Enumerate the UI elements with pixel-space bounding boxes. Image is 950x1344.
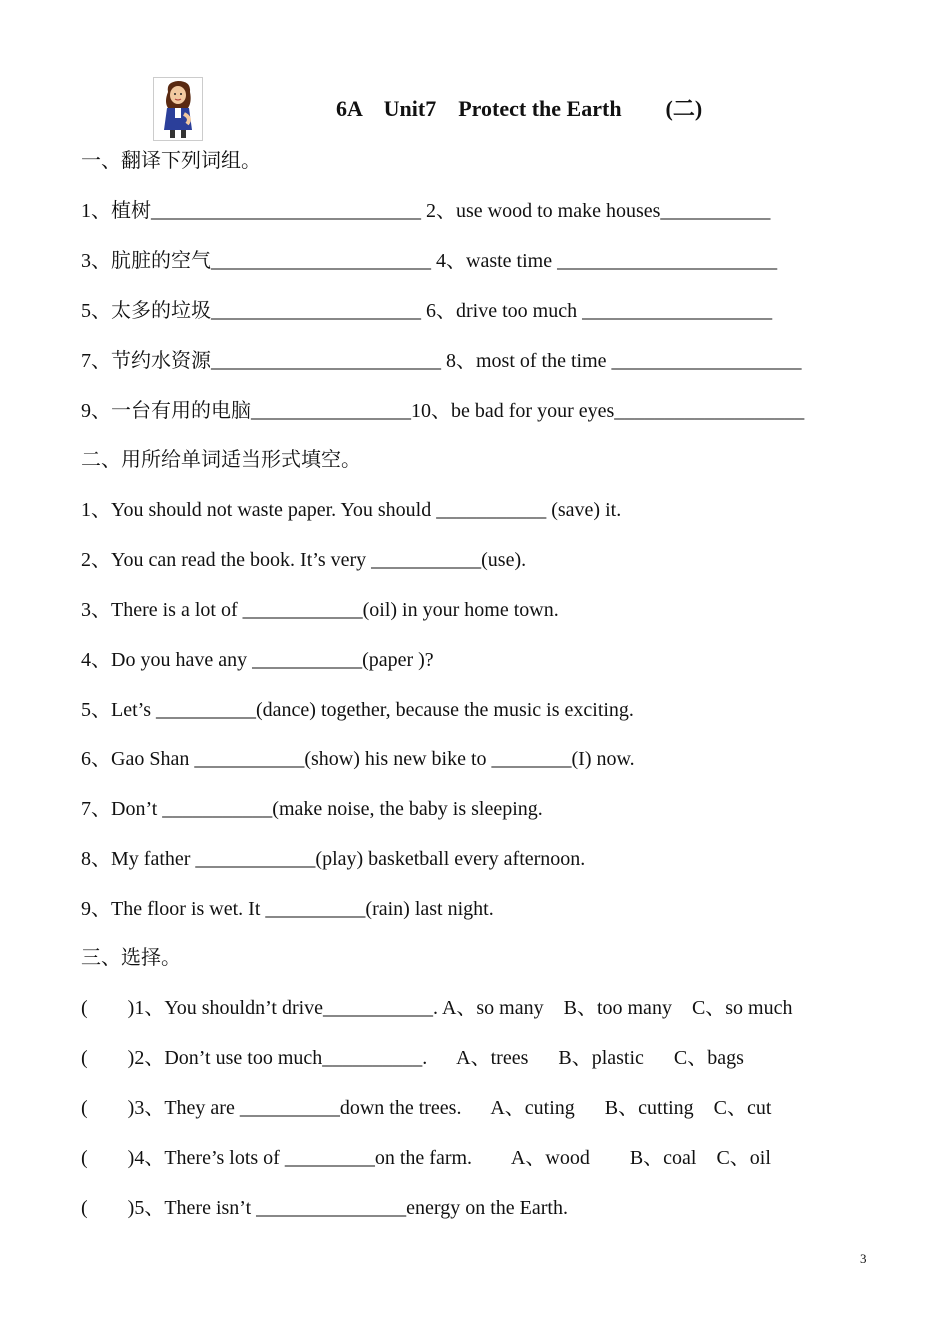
translate-line-2: 3、肮脏的空气______________________ 4、waste time ______________________: [81, 250, 778, 272]
section-heading-choice: 三、选择。: [81, 947, 181, 969]
avatar: [153, 77, 203, 141]
choice-line-5: ( )5、There isn’t _______________energy on the Earth.: [81, 1197, 568, 1219]
section-heading-translate: 一、翻译下列词组。: [81, 150, 261, 172]
page-number: 3: [860, 1251, 867, 1266]
fill-in-line-5: 5、Let’s __________(dance) together, because the music is exciting.: [81, 699, 634, 721]
fill-in-line-1: 1、You should not waste paper. You should ___________ (save) it.: [81, 499, 622, 521]
choice-line-4: ( )4、There’s lots of _________on the farm. A、wood B、coal C、oil: [81, 1147, 771, 1169]
choice-line-3: ( )3、They are __________down the trees. A、cuting B、cutting C、cut: [81, 1097, 772, 1119]
section-heading-fill-in: 二、用所给单词适当形式填空。: [81, 449, 361, 471]
choice-line-1: ( )1、You shouldn’t drive___________. A、so many B、too many C、so much: [81, 997, 793, 1019]
fill-in-line-9: 9、The floor is wet. It __________(rain) last night.: [81, 898, 494, 920]
translate-line-1: 1、植树___________________________ 2、use wood to make houses___________: [81, 200, 771, 222]
fill-in-line-6: 6、Gao Shan ___________(show) his new bike to ________(I) now.: [81, 748, 635, 770]
fill-in-line-4: 4、Do you have any ___________(paper )?: [81, 649, 434, 671]
girl-figure-icon: [154, 78, 202, 140]
translate-line-3: 5、太多的垃圾_____________________ 6、drive too much ___________________: [81, 300, 773, 322]
translate-line-5: 9、一台有用的电脑________________10、be bad for your eyes___________________: [81, 400, 805, 422]
fill-in-line-7: 7、Don’t ___________(make noise, the baby is sleeping.: [81, 798, 543, 820]
fill-in-line-3: 3、There is a lot of ____________(oil) in your home town.: [81, 599, 559, 621]
page-title: 6A Unit7 Protect the Earth (二): [336, 96, 703, 121]
translate-line-4: 7、节约水资源_______________________ 8、most of the time ___________________: [81, 350, 802, 372]
choice-line-2: ( )2、Don’t use too much__________. A、trees B、plastic C、bags: [81, 1047, 744, 1069]
fill-in-line-8: 8、My father ____________(play) basketball every afternoon.: [81, 848, 586, 870]
fill-in-line-2: 2、You can read the book. It’s very ___________(use).: [81, 549, 527, 571]
